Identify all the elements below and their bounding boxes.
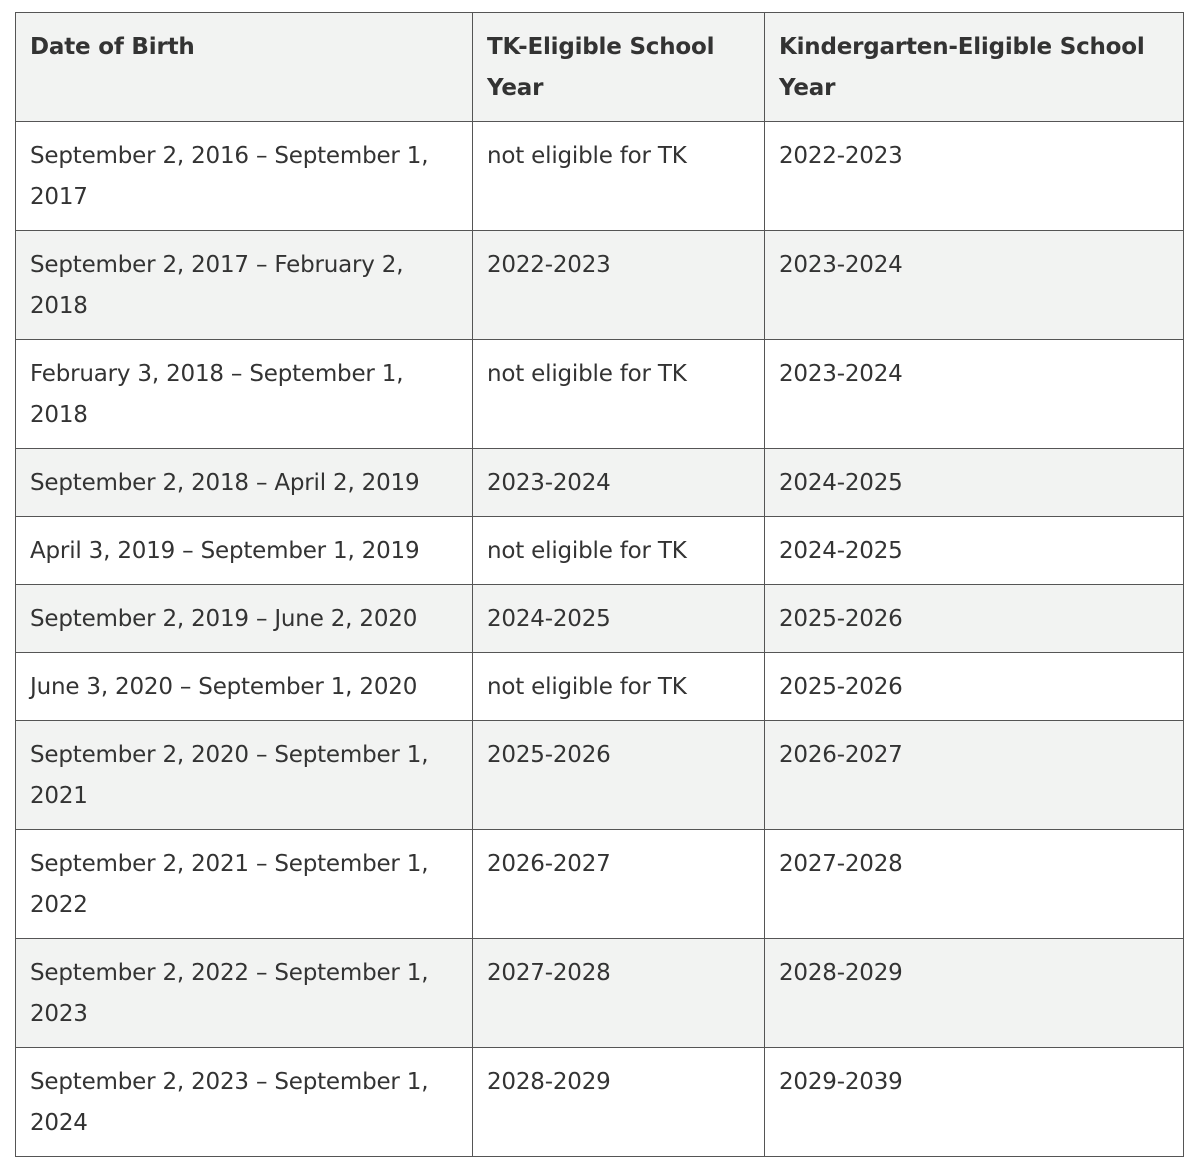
- cell-tk-year: 2026-2027: [473, 830, 765, 939]
- cell-kindergarten-year: 2023-2024: [765, 231, 1184, 340]
- cell-kindergarten-year: 2024-2025: [765, 517, 1184, 585]
- cell-tk-year: not eligible for TK: [473, 653, 765, 721]
- table-row: [16, 830, 1184, 939]
- cell-date-of-birth: June 3, 2020 – September 1, 2020: [16, 653, 473, 721]
- cell-kindergarten-year: 2022-2023: [765, 122, 1184, 231]
- cell-tk-year: 2028-2029: [473, 1048, 765, 1157]
- table-row: [16, 1048, 1184, 1157]
- table-row: [16, 721, 1184, 830]
- cell-kindergarten-year: 2026-2027: [765, 721, 1184, 830]
- cell-kindergarten-year: 2028-2029: [765, 939, 1184, 1048]
- cell-kindergarten-year: 2025-2026: [765, 653, 1184, 721]
- table-header-row: [16, 13, 1184, 122]
- cell-kindergarten-year: 2024-2025: [765, 449, 1184, 517]
- cell-tk-year: 2027-2028: [473, 939, 765, 1048]
- cell-date-of-birth: September 2, 2017 – February 2, 2018: [16, 231, 473, 340]
- cell-date-of-birth: September 2, 2020 – September 1, 2021: [16, 721, 473, 830]
- cell-tk-year: 2024-2025: [473, 585, 765, 653]
- header-tk-eligible-year: TK-Eligible School Year: [473, 13, 765, 122]
- table-row: [16, 122, 1184, 231]
- cell-tk-year: not eligible for TK: [473, 340, 765, 449]
- cell-kindergarten-year: 2023-2024: [765, 340, 1184, 449]
- table-row: [16, 231, 1184, 340]
- eligibility-table: [15, 12, 1184, 1157]
- cell-tk-year: not eligible for TK: [473, 122, 765, 231]
- header-kindergarten-eligible-year: Kindergarten-Eligible School Year: [765, 13, 1184, 122]
- cell-tk-year: 2023-2024: [473, 449, 765, 517]
- table-row: [16, 939, 1184, 1048]
- table-row: [16, 449, 1184, 517]
- cell-date-of-birth: September 2, 2023 – September 1, 2024: [16, 1048, 473, 1157]
- cell-kindergarten-year: 2029-2039: [765, 1048, 1184, 1157]
- cell-date-of-birth: September 2, 2018 – April 2, 2019: [16, 449, 473, 517]
- header-date-of-birth: Date of Birth: [16, 13, 473, 122]
- cell-kindergarten-year: 2027-2028: [765, 830, 1184, 939]
- table-row: [16, 653, 1184, 721]
- cell-date-of-birth: September 2, 2016 – September 1, 2017: [16, 122, 473, 231]
- cell-date-of-birth: April 3, 2019 – September 1, 2019: [16, 517, 473, 585]
- cell-tk-year: not eligible for TK: [473, 517, 765, 585]
- cell-tk-year: 2022-2023: [473, 231, 765, 340]
- cell-kindergarten-year: 2025-2026: [765, 585, 1184, 653]
- cell-tk-year: 2025-2026: [473, 721, 765, 830]
- table-row: [16, 340, 1184, 449]
- table-row: [16, 585, 1184, 653]
- cell-date-of-birth: September 2, 2021 – September 1, 2022: [16, 830, 473, 939]
- cell-date-of-birth: September 2, 2022 – September 1, 2023: [16, 939, 473, 1048]
- eligibility-table-container: [15, 12, 1183, 1157]
- table-row: [16, 517, 1184, 585]
- cell-date-of-birth: September 2, 2019 – June 2, 2020: [16, 585, 473, 653]
- cell-date-of-birth: February 3, 2018 – September 1, 2018: [16, 340, 473, 449]
